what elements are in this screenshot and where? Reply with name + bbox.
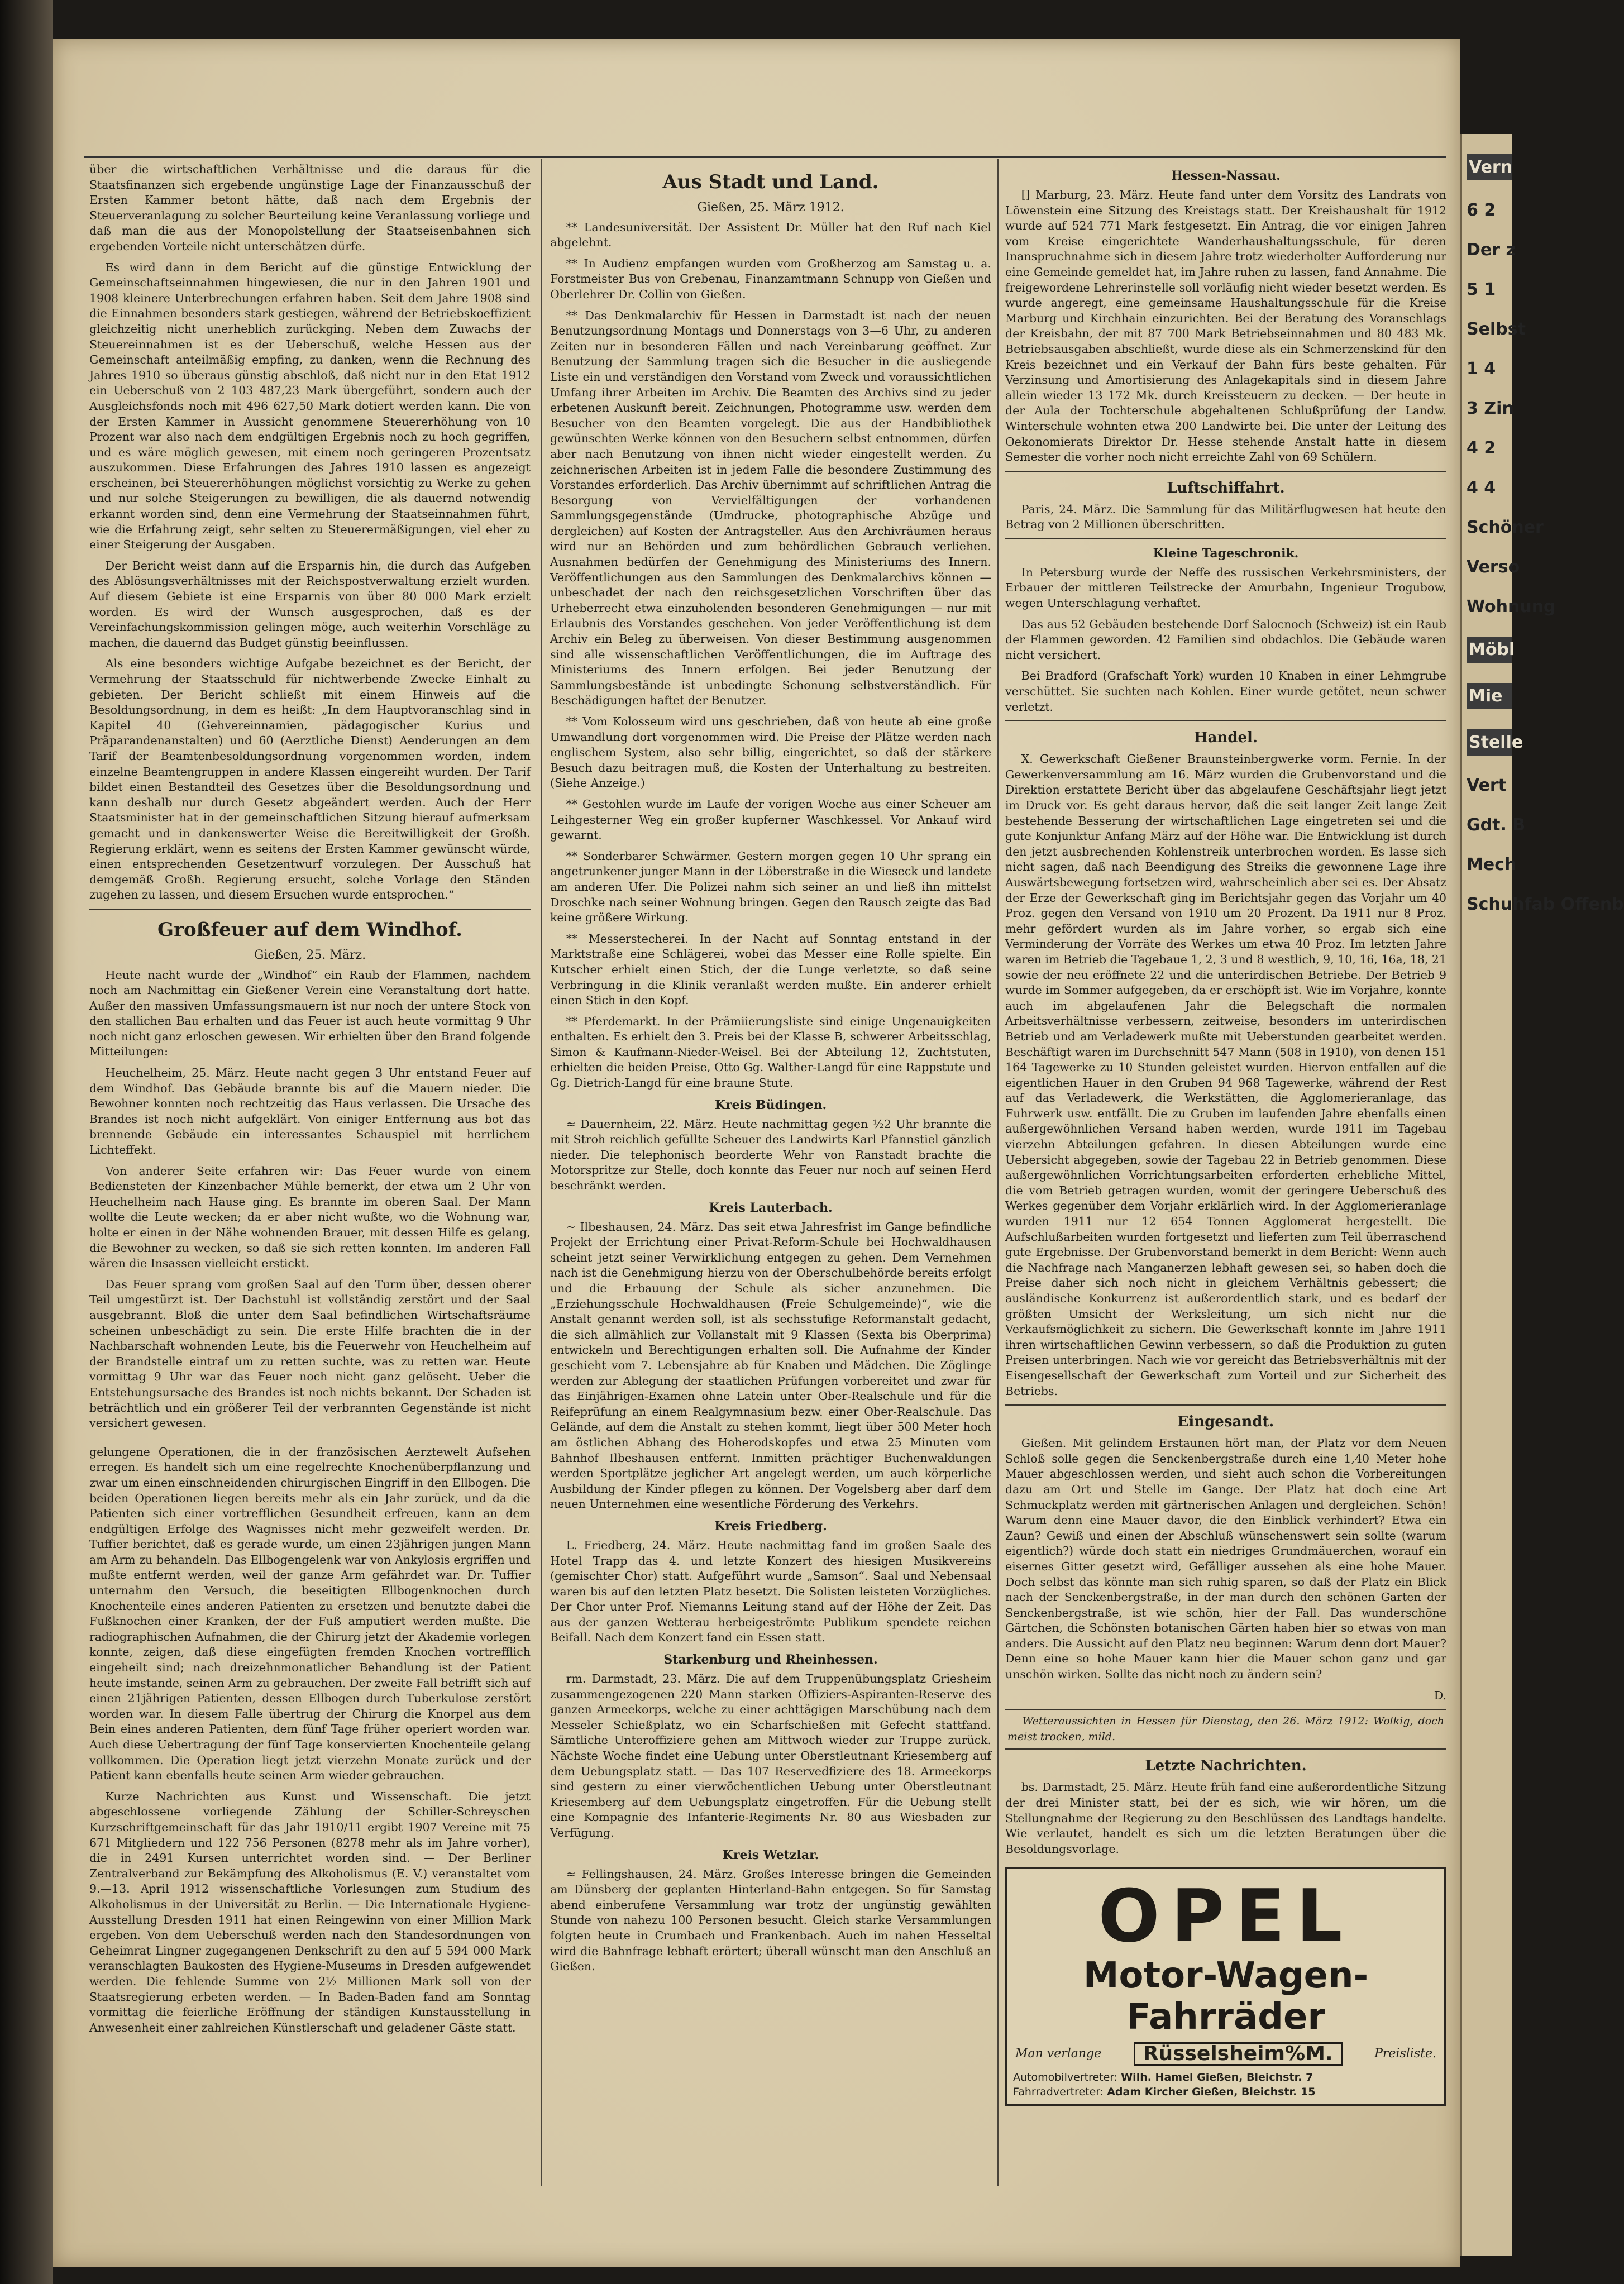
article-paragraph: Als eine besonders wichtige Aufgabe bezeichnet es der Bericht, der Vermehrung der Staatsschuld für nichtwerbende Zwecke Einhalt zu gebieten. Der Bericht schließt mit einem Hinweis auf die Besoldungsordnung, in dem es heißt: „In dem Hauptvoranschlag sind in Kapitel 40 (Gehvereinnamien, pädagogischer Kurius und Präparandenanstalten) und 60 (Aerztliche Dienst) Aenderungen an dem Tarif der Beamtenbesoldungsordnung vorgenommen worden, indem einzelne Beamtengruppen in andere Klassen eingereiht wurden. Der Tarif bildet einen Bestandteil des Gesetzes über die Besoldungsordnung und kann deshalb nur durch Gesetz abgeändert werden. Auch der Herr Staatsminister hat in der gemeinschaftlichen Sitzung hierauf aufmerksam gemacht und in dankenswerter Weise die Bereitwilligkeit der Großh. Regierung erklärt, wenn es seitens der Ersten Kammer gewünscht würde, einen entsprechenden Gesetzentwurf vorzulegen. Der Ausschuß hat demgemäß Großh. Regierung ersucht, solche Vorlage den Ständen zugehen zu lassen, und diesem Ersuchen wurde entsprochen.“ [89,657,531,902]
agent-name: Wilh. Hamel Gießen, Bleichstr. 7 [1121,2071,1313,2084]
opel-subtitle: Motor-Wagen-Fahrräder [1083,1955,1369,2038]
section-divider [1005,1404,1446,1406]
section-divider [1005,471,1446,472]
top-rule [84,156,1446,158]
fragment: Selbst [1467,319,1526,339]
fragment: 4 4 [1467,478,1496,498]
section-heading: Kreis Friedberg. [714,1518,827,1533]
article-paragraph: Der Bericht weist dann auf die Ersparnis hin, die durch das Aufgeben des Ablösungsverhältnisses mit der Reichspostverwaltung erzielt wurden. Auf diesem Gebiete ist eine Ersparnis von über 80 000 Mark erzielt worden. Es wird der Wunsch ausgesprochen, daß es der Vereinfachungskommission gelingen möge, auch weiterhin Vorschläge zu machen, die dauernd das Budget günstig beeinflussen. [89,558,531,649]
opel-location-box: Rüsselsheim%M. [1134,2042,1343,2066]
fragment: Vert [1467,776,1507,795]
section-heading: Kreis Lauterbach. [709,1200,833,1215]
headline-windhof: Großfeuer auf dem Windhof. [157,918,462,941]
article-paragraph: Das Feuer sprang vom großen Saal auf den Turm über, dessen oberer Teil umgestürzt ist. Der Dachstuhl ist vollständig zerstört und der Saal ausgebrannt. Bloß die unter dem Saal befindlichen Wirtschaftsräume scheinen unbeschädigt zu sein. Die erste Hilfe brachten die in der Nachbarschaft wohnenden Leute, bis die Feuerwehr von Heuchelheim auf der Brandstelle eintraf um zu retten suchte, was zu retten war. Heute vormittag 9 Uhr war das Feuer noch nicht ganz gelöscht. Ueber die Entstehungsursache des Brandes ist noch nichts bekannt. Der Schaden ist beträchtlich und ein größerer Teil der verbrannten Gegenstände ist nicht versichert gewesen. [89,1277,531,1430]
feuilleton-divider [89,1437,531,1439]
column-right [1005,162,1446,2183]
agent-label: Fahrradvertreter: [1013,2086,1104,2098]
book-binding-edge [0,0,53,2284]
fragment: 3 Zin [1467,399,1514,418]
news-item: ** Landesuniversität. Der Assistent Dr. Müller hat den Ruf nach Kiel abgelehnt. [550,220,991,250]
news-item: Bei Bradford (Grafschaft York) wurden 10 Knaben in einer Lehmgrube verschüttet. Sie suchten nach Kohlen. Einer wurde getötet, neun schwer verletzt. [1005,669,1446,714]
news-item: ** In Audienz empfangen wurden vom Großherzog am Samstag u. a. Forstmeister Bus von Grebenau, Finanzamtmann Schnupp von Gießen und Oberlehrer Dr. Collin von Gießen. [550,256,991,301]
news-item: [] Marburg, 23. März. Heute fand unter dem Vorsitz des Landrats von Löwenstein eine Sitzung des Kreistags statt. Der Kreishaushalt für 1912 wurde auf 524 771 Mark festgesetzt. Ein Antrag, die vor einigen Jahren vom Kreise eingerichtete Wanderhaushaltungsschule, für deren Inanspruchnahme sich in diesem Jahre trotz wiederholter Aufforderung nur eine Gemeinde gemeldet hat, im Jahre ruhen zu lassen, fand Annahme. Die freigewordene Lehrerinstelle soll vorläufig nicht wieder besetzt werden. Es wurde angeregt, eine gemeinsame Haushaltungsschule für die Kreise Marburg und Kirchhain einzurichten. Bei der Beratung des Voranschlags der Kreisbahn, der mit 87 700 Mark Betriebseinnahmen und 80 483 Mk. Betriebsausgaben abschließt, wurde diese als ein Schmerzenskind für den Kreis bezeichnet und ein Verkauf der Bahn fürs beste gehalten. Für Verzinsung und Amortisierung des Anlagekapitals sind in diesem Jahre allein wieder 13 172 Mk. durch Kreissteuern zu decken. — Der heute in der Aula der Tochterschule abgehaltenen Schlußprüfung der Landw. Winterschule wohnten etwa 200 Landwirte bei. Die unter der Leitung des Oekonomierats Direktor Dr. Hesse stehende Anstalt hatte in diesem Semester die vorher noch nicht erreichte Zahl von 69 Schülern. [1005,188,1446,464]
dateline: Gießen, 25. März 1912. [697,200,844,214]
dateline: Gießen, 25. März. [254,948,366,962]
news-item: Das aus 52 Gebäuden bestehende Dorf Salocnoch (Schweiz) ist ein Raub der Flammen geworden. 42 Familien sind obdachlos. Die Gebäude waren nicht versichert. [1005,617,1446,662]
section-divider [1005,720,1446,721]
column-rule [997,159,999,2186]
section-heading: Handel. [1194,729,1258,747]
news-item: X. Gewerkschaft Gießener Braunsteinbergwerke vorm. Fernie. In der Gewerkenversammlung am 16. März wurden die Grubenvorstand und die Direktion erstattete Bericht über das abgelaufene Geschäftsjahr liegt jetzt im Druck vor. Es geht daraus hervor, daß die seit langer Zeit lange Zeit bestehende Besserung der wirtschaftlichen Lage eingetreten sei und die gute Konjunktur Anfang März auf der Höhe war. Die Entwicklung ist durch den jetzt ausbrechenden Kohlenstreik unterbrochen worden. Es lasse sich nicht sagen, daß nach Beendigung des Streiks die gewonnene Lage ihre Auswärtsbewegung fortsetzen wird, wahrscheinlich aber sei es. Der Absatz der Erze der Gewerkschaft ging im Berichtsjahr gegen das Vorjahr um 40 Proz. gegen den Versand von 1910 um 20 Prozent. Da 1911 nur 8 Proz. mehr gefördert wurden als im Jahre vorher, so ergab sich eine Verminderung der Vorräte des Werkes um etwa 40 Proz. Im letzten Jahre waren im Betrieb die Tagebaue 1, 2, 3 und 8 westlich, 9, 10, 16, 16a, 18, 21 sowie der neu eröffnete 22 und die unterirdischen Betriebe. Der Betrieb 9 wurde im Sommer aufgegeben, da er erschöpft ist. Wie im Vorjahre, konnte auch im abgelaufenen Jahr die Belegschaft die normalen Arbeitsverhältnisse verbessern, zeitweise, besonders im unterirdischen Betrieb und am Verladewerk mußte mit Ueberstunden gearbeitet werden. Beschäftigt waren im Durchschnitt 547 Mann (508 in 1910), von denen 151 164 Tagewerke zu 10 Stunden geleistet wurden. Hiervon entfallen auf die eigentlichen Hauer in den Gruben 94 968 Tagewerke, während der Rest auf das Verladewerk, die Werkstätten, die Agglomerieranlage, das Fuhrwerk usw. entfällt. Die zu Gruben im laufenden Jahre ebenfalls einen außergewöhnlichen Versand haben werden, wurde 1911 im Tagebau vierzehn Abteilungen gefahren. In diesen Abteilungen wurde eine Uebersicht abgegeben, sowie der Tagebau 22 in Betrieb genommen. Diese außergewöhnlichen Vorrichtungsarbeiten erforderten erhebliche Mittel, die vom Betrieb getragen wurden, womit der geringere Ueberschuß des Werkes gegenüber dem Vorjahr erklärlich wird. In der Agglomerieranlage wurden 1911 nur 12 654 Tonnen Agglomerat hergestellt. Die Aufschlußarbeiten wurden fortgesetzt und lieferten zum Teil überraschend gute Ergebnisse. Der Grubenvorstand bemerkt in dem Bericht: Wenn auch die Nachfrage nach Manganerzen lebhaft gewesen sei, so haben doch die Preise daher sich noch nicht in gleichem Verhältnis gebessert; die ausländische Konkurrenz ist außerordentlich stark, und es bedarf der größten Umsicht der Werksleitung, um sich nicht nur die Verkaufsmöglichkeit zu sichern. Die Gewerkschaft konnte im Jahre 1911 ihren wirtschaftlichen Gewinn verbessern, so daß die Produktion zu guten Preisen unterbringen. Nach wie vor gereicht das Betriebsverhältnis mit der Eisengesellschaft der Gewerkschaft zum Vorteil und zur Sicherheit des Betriebs. [1005,752,1447,1398]
column-rule [541,159,542,2186]
opel-line [1015,2042,1436,2066]
agent-name: Adam Kircher Gießen, Bleichstr. 15 [1107,2086,1316,2098]
opel-agents [1013,2070,1439,2099]
news-item: L. Friedberg, 24. März. Heute nachmittag fand im großen Saale des Hotel Trapp das 4. und letzte Konzert des hiesigen Musikvereins (gemischter Chor) statt. Aufgeführt wurde „Samson“. Saal und Nebensaal waren bis auf den letzten Platz besetzt. Die Solisten leisteten Vorzügliches. Der Chor unter Prof. Niemanns Leitung stand auf der Höhe der Zeit. Das aus der ganzen Wetterau herbeigeströmte Publikum spendete reichen Beifall. Nach dem Konzert fand ein Essen statt. [550,1538,991,1645]
column-middle [550,162,991,2183]
news-item: ** Messerstecherei. In der Nacht auf Sonntag entstand in der Marktstraße eine Schlägerei, wobei das Messer eine Rolle spielte. Ein Kutscher erhielt einen Stich, der die Lunge verletzte, so daß seine Verbringung in die Klinik veranlaßt werden mußte. Ein anderer erhielt einen Stich in den Kopf. [550,931,991,1007]
section-heading: Kleine Tageschronik. [1153,546,1299,561]
weather-forecast: Wetteraussichten in Hessen für Dienstag, den 26. März 1912: Wolkig, doch meist trocken, mild. [1005,1709,1446,1750]
agent-label: Automobilvertreter: [1013,2071,1118,2084]
news-item: ** Sonderbarer Schwärmer. Gestern morgen gegen 10 Uhr sprang ein angetrunkener junger Mann in der Löberstraße in die Wieseck und landete am anderen Ufer. Die Polizei nahm sich seiner an und ließ ihn mittelst Droschke nach seiner Wohnung bringen. Gegen den Rausch zeigte das Bad keine größere Wirkung. [550,849,991,925]
article-paragraph: Von anderer Seite erfahren wir: Das Feuer wurde von einem Bediensteten der Kinzenbacher Mühle bemerkt, der etwa um 2 Uhr von Heuchelheim nach Hause ging. Es brannte im oberen Saal. Der Mann wollte die Leute wecken; da er aber nicht wußte, wo die Wohnung war, holte er einen in der Nähe wohnenden Brauer, mit dessen Hilfe es gelang, die Bewohner zu wecken, so daß sie sich retten konnten. Im anderen Fall wären die Insassen vielleicht erstickt. [89,1164,531,1270]
fragment: Möbl [1467,637,1512,663]
section-heading: Eingesandt. [1177,1413,1274,1431]
section-heading: Hessen-Nassau. [1171,169,1281,183]
article-paragraph: gelungene Operationen, die in der französischen Aerztewelt Aufsehen erregen. Es handelt sich um eine regelrechte Knochenüberpflanzung und zwar um einen einschneidenden chirurgischen Eingriff in den Ellbogen. Die beiden Operationen liegen bereits mehr als ein Jahr zurück, und da die Patienten sich einer vortrefflichen Gesundheit erfreuen, kann an dem endgültigen Erfolge des Wagnisses nicht mehr gezweifelt werden. Dr. Tuffier berichtet, daß es gerade wurde, um einen 23jährigen jungen Mann am Arm zu behandeln. Das Ellbogengelenk war von Ankylosis ergriffen und mußte entfernt werden, weil der ganze Arm gefährdet war. Dr. Tuffier unternahm den Versuch, die beseitigten Ellbogenknochen durch Knochenteile eines anderen Patienten zu ersetzen und benutzte dabei die Fußknochen einer Kranken, der der Fuß amputiert werden mußte. Die radiographischen Aufnahmen, die der Chirurg jetzt der Akademie vorlegen konnte, zeigen, daß diese eingefügten fremden Knochen vortrefflich eingeheilt sind; nach dreizehnmonatlicher Behandlung ist der Patient heute imstande, seinen Arm zu gebrauchen. Der zweite Fall betrifft sich auf einen 21jährigen Patienten, dessen Ellbogen durch Tuberkulose zerstört worden war. In diesem Falle übertrug der Chirurg die Knorpel aus dem Bein eines anderen Patienten, dem fünf Tage früher operiert worden war. Auch diese Uebertragung der fünf Tage konservierten Knochenteile gelang vollkommen. Die Operation liegt jetzt vierzehn Monate zurück und der Patient kann ebenfalls heute seinen Arm wieder gebrauchen. [89,1445,531,1783]
article-paragraph: Heute nacht wurde der „Windhof“ ein Raub der Flammen, nachdem noch am Nachmittag ein Gießener Verein eine Veranstaltung dort hatte. Außer den massiven Umfassungsmauern ist nur noch der untere Stock von den stallichen Bau erhalten und das Feuer ist auch heute vormittag 9 Uhr noch nicht ganz erloschen gewesen. Wir erhielten über den Brand folgende Mitteilungen: [89,968,531,1059]
news-item: ≈ Dauernheim, 22. März. Heute nachmittag gegen ½2 Uhr brannte die mit Stroh reichlich gefüllte Scheuer des Landwirts Karl Pfannstiel gänzlich nieder. Die telephonisch beorderte Wehr von Ranstadt brachte die Motorspritze zur Stelle, doch konnte das Feuer nur noch auf seinen Herd beschränkt werden. [550,1117,991,1193]
fragment: Der z [1467,240,1516,260]
fragment: 6 2 [1467,200,1496,220]
signature: D. [1434,1688,1446,1702]
fragment: Stelle [1467,729,1512,756]
article-paragraph: Es wird dann in dem Bericht auf die günstige Entwicklung der Gemeinschaftseinnahmen hingewiesen, die nur in den Jahren 1901 und 1908 kleinere Unterbrechungen erfahren haben. Seit dem Jahre 1908 sind die Einnahmen besonders stark gestiegen, während der Betriebskoeffizient gleichzeitig nicht unerheblich zurückging. Neben dem Zuwachs der Steuereinnahmen ist es der Ueberschuß, welche Hessen aus der Gemeinschaft anteilmäßig empfing, zu danken, wenn die Rechnung des Jahres 1910 so überaus günstig abschloß, daß nicht nur in den Etat 1912 ein Ueberschuß von 2 103 487,23 Mark übergeführt, sondern auch der Ausgleichsfonds noch mit 496 627,50 Mark dotiert werden kann. Die von der Ersten Kammer in Aussicht genommene Steuererhöhung von 10 Prozent war also nach dem endgültigen Ergebnis noch zu hoch gegriffen, und es wäre möglich gewesen, mit einem noch geringeren Prozentsatz auszukommen. Diese Erfahrungen des Jahres 1910 lassen es angezeigt erscheinen, bei Steuererhöhungen möglichst vorsichtig zu Werke zu gehen und nur solche Steigerungen zu bewilligen, die als dauernd notwendig erkannt worden sind, denn eine Vermehrung der Staatseinnahmen führt, wie die Erfahrung zeigt, sehr selten zu Steuerermäßigungen, viel eher zu einer Steigerung der Ausgaben. [89,260,531,552]
news-item: ** Das Denkmalarchiv für Hessen in Darmstadt ist nach der neuen Benutzungsordnung Montags und Donnerstags von 3—6 Uhr, zu anderen Zeiten nur in besonderen Fällen und nach Vereinbarung geöffnet. Zur Benutzung der Sammlung tragen sich die Besucher in die ausliegende Liste ein und verständigen den Vorstand vom Zweck und voraussichtlichen Umfang ihrer Arbeiten im Archiv. Die Beamten des Archivs sind zu jeder erbetenen Auskunft bereit. Zeichnungen, Photogramme usw. werden dem Besucher von den Beamten vorgelegt. Die aus der Handbibliothek gewünschten Werke können von den Besuchern selbst entnommen, dürfen aber nach Benutzung von ihnen nicht wieder eingestellt werden. Zu zeichnerischen Arbeiten ist in jedem Falle die besondere Zustimmung des Vorstandes erforderlich. Das Archiv übernimmt auf schriftlichen Antrag die Besorgung von Vervielfältigungen der vorhandenen Sammlungsgegenstände (Umdrucke, photographische Abzüge und dergleichen) auf Kosten der Antragsteller. Aus den Archivräumen heraus wird nur an Behörden und zum behördlichen Gebrauch verliehen. Ausnahmen bedürfen der Genehmigung des Ministeriums des Innern. Veröffentlichungen aus den Sammlungen des Denkmalarchivs können — unbeschadet der nach den reichsgesetzlichen Vorschriften über das Urheberrecht etwa einzuholenden besonderen Genehmigungen — nur mit Erlaubnis des Vorstandes geschehen. Von jeder Veröffentlichung ist dem Archiv ein Beleg zu überweisen. Von dieser Bestimmung ausgenommen sind alle wissenschaftlichen Veröffentlichungen, die im Auftrage des Ministeriums des Innern erfolgen. Bei jeder Benutzung der Sammlungsbestände ist unbedingte Schonung selbstverständlich. Für Beschädigungen haftet der Benutzer. [550,308,991,708]
fragment: Vern [1467,154,1512,180]
opel-left-text: Man verlange [1015,2047,1102,2061]
news-item: ** Vom Kolosseum wird uns geschrieben, daß von heute ab eine große Umwandlung dort vorgenommen wird. Die Preise der Plätze werden nach englischem System, also sehr billig, eingerichtet, so daß der stärkere Besuch dazu beitragen muß, die Kosten der Unterhaltung zu bestreiten. (Siehe Anzeige.) [550,715,991,790]
opel-logo: OPEL [1098,1874,1354,1959]
news-item: In Petersburg wurde der Neffe des russischen Verkehrsministers, der Erbauer der mittleren Teilstrecke der Amurbahn, Ingenieur Trogubow, wegen Unterschlagung verhaftet. [1005,565,1446,610]
opel-right-text: Preisliste. [1374,2047,1436,2061]
section-heading: Kreis Büdingen. [714,1097,827,1112]
news-item: bs. Darmstadt, 25. März. Heute früh fand eine außerordentliche Sitzung der drei Minister statt, bei der es sich, wie wir hören, um die Stellungnahme der Regierung zu den Beschlüssen des Landtags handelte. Wie verlautet, handelt es sich um die letzten Beratungen über die Besoldungsvorlage. [1005,1780,1446,1856]
section-heading: Luftschiffahrt. [1167,479,1285,496]
article-paragraph: Heuchelheim, 25. März. Heute nacht gegen 3 Uhr entstand Feuer auf dem Windhof. Das Gebäude brannte bis auf die Mauern nieder. Die Bewohner konnten noch rechtzeitig das Haus verlassen. Die Ursache des Brandes ist noch nicht aufgeklärt. Von einiger Entfernung aus bot das brennende Gebäude ein interessantes Schauspiel mit herrlichem Lichteffekt. [89,1066,531,1157]
section-divider [1005,538,1446,539]
fragment: Mie [1467,683,1512,709]
news-item: ** Pferdemarkt. In der Prämiierungsliste sind einige Ungenauigkeiten enthalten. Es erhielt den 3. Preis bei der Klasse B, schwerer Arbeitsschlag, Simon & Kaufmann-Nieder-Weisel. Bei der Abteilung 12, Zuchtstuten, erhielten die beiden Preise, Otto Gg. Walther-Langd für eine Rappstute und Gg. Dietrich-Langd für eine braune Stute. [550,1014,991,1090]
article-paragraph: Kurze Nachrichten aus Kunst und Wissenschaft. Die jetzt abgeschlossene vorliegende Zählung der Schiller-Schreyschen Kurzschriftgemeinschaft für das Jahr 1910/11 ergibt 1907 Vereine mit 75 671 Mitgliedern und 122 756 Personen (8278 mehr als im Jahre vorher), die in 2491 Kursen unterrichtet worden sind. — Der Berliner Zentralverband zur Bekämpfung des Alkoholismus (E. V.) veranstaltet vom 9.—13. April 1912 wissenschaftliche Vorlesungen zum Studium des Alkoholismus in der Universität zu Berlin. — Die Internationale Hygiene-Ausstellung Dresden 1911 hat einen Reingewinn von einer Million Mark ergeben. Von dem Ueberschuß werden nach den Standesordnungen von Geheimrat Lingner zugegangenen Denkschrift zu den auf 5 594 000 Mark veranschlagten Baukosten des Hygiene-Museums in Dresden aufgewendet werden. Die fehlende Summe von 2½ Millionen Mark soll von der Staatsregierung erbeten werden. — In Baden-Baden fand am Sonntag vormittag die feierliche Eröffnung der ständigen Kunstausstellung in Anwesenheit einer zahlreichen Künstlerschaft und geladener Gäste statt. [89,1789,531,2034]
news-item: ** Gestohlen wurde im Laufe der vorigen Woche aus einer Scheuer am Leihgesterner Weg ein großer kupferner Waschkessel. Vor Ankauf wird gewarnt. [550,797,991,842]
section-heading: Kreis Wetzlar. [722,1847,819,1862]
fragment: Verso [1467,557,1520,577]
column-left [89,162,531,2183]
section-heading: Letzte Nachrichten. [1145,1757,1307,1775]
fragment: 4 2 [1467,438,1496,458]
news-item: ≈ Fellingshausen, 24. März. Großes Interesse bringen die Gemeinden am Dünsberg der geplanten Hinterland-Bahn entgegen. So für Samstag abend einberufene Versammlung war trotz der ungünstig gewählten Stunde von nahezu 100 Personen besucht. Gleich starke Versammlungen folgten heute in Crumbach und Frankenbach. Auch im nahen Hesseltal wird die Bahnfrage lebhaft erörtert; überall wünscht man den Anschluß an Gießen. [550,1867,991,1974]
news-item: Paris, 24. März. Die Sammlung für das Militärflugwesen hat heute den Betrag von 2 Millionen überschritten. [1005,502,1446,532]
fragment: Mech [1467,855,1517,875]
fragment: 1 4 [1467,359,1496,379]
news-item: Gießen. Mit gelindem Erstaunen hört man, der Platz vor dem Neuen Schloß solle gegen die Senckenbergstraße durch eine 1,40 Meter hohe Mauer abgeschlossen werden, und sieht auch schon die Vorbereitungen dazu am Ort und Stelle im Gange. Der Platz hat doch eine Art Schmuckplatz werden mit gärtnerischen Anlagen und dergleichen. Schön! Warum denn eine Mauer davor, die den Einblick verhindert? Etwa ein Zaun? Gewiß und einen der Abschluß wünschenswert sein sollte (warum eigentlich?) würde doch statt ein niedriges Grundmäuerchen, worauf ein eisernes Gitter gesetzt wird, Gefälliger aussehen als eine hohe Mauer. Doch selbst das könnte man sich ruhig sparen, so daß der Platz ein Blick nach der Senckenbergstraße, in der man durch den schönen Garten der Senckenbergstraße, ist wie schön, hier der Fall. Das wunderschöne Gärtchen, die Schönsten botanischen Gärten haben hier so etwas von man anders. Die Aussicht auf den Platz neu beginnen: Warum denn dort Mauer? Denn eine so hohe Mauer kann hier die Mauer schon ganz und gar unschön wirken. Sollte das nicht noch zu ändern sein? [1005,1436,1446,1681]
article-paragraph: über die wirtschaftlichen Verhältnisse und die daraus für die Staatsfinanzen sich ergebende ungünstige Lage der Finanzausschuß der Ersten Kammer betont hätte, daß nach dem Ergebnis der Steuerveranlagung zu solcher Beurteilung keine Veranlassung vorliege und daß man die aus der Monopolstellung der Staatseisenbahnen sich ergebenden Vorteile nicht unterschätzen dürfe. [89,163,531,253]
section-divider [89,909,531,910]
headline-stadt-und-land: Aus Stadt und Land. [662,171,879,193]
news-item: rm. Darmstadt, 23. März. Die auf dem Truppenübungsplatz Griesheim zusammengezogenen 220 Mann starken Offiziers-Aspiranten-Reserve des ganzen Armeekorps, welche zu einer achttägigen Marschübung nach dem Messeler Schießplatz, wo ein Scharfschießen mit Gefecht stattfand. Sämtliche Unteroffiziere gehen am Mittwoch wieder zur Truppe zurück. Nächste Woche findet eine Uebung unter Oberstleutnant Kriesemberg auf dem Uebungsplatz statt. — Das 107 Reservedfiziere des 18. Armeekorps sind gestern zu einer vierwöchentlichen Uebung unter Oberstleutnant Kriesemberg auf dem Uebungsplatz eingetroffen. Für die Uebung stellt eine Kompagnie des Infanterie-Regiments Nr. 80 aus Wiesbaden zur Verfügung. [550,1672,991,1839]
section-heading: Starkenburg und Rheinhessen. [663,1652,878,1667]
fragment: Schöner [1467,518,1544,537]
fragment: Wohnung [1467,597,1556,617]
fragment: 5 1 [1467,280,1496,299]
opel-advertisement [1005,1867,1446,2106]
fragment: Gdt. B [1467,815,1526,835]
fragment: Schuhfab Offenb [1467,895,1624,914]
adjacent-page-fragment [1460,134,1624,2256]
news-item: ~ Ilbeshausen, 24. März. Das seit etwa Jahresfrist im Gange befindliche Projekt der Errichtung einer Privat-Reform-Schule bei Hochwaldhausen scheint jetzt seiner Verwirklichung entgegen zu gehen. Dem Vernehmen nach ist die Genehmigung hierzu von der Oberschulbehörde bereits erfolgt und die Erbauung der Schule als sicher anzunehmen. Die „Erziehungsschule Hochwaldhausen (Freie Schulgemeinde)“, wie die Anstalt genannt werden soll, ist als sechsstufige Reformanstalt gedacht, die sich allmählich zur Vollanstalt mit 9 Klassen (Sexta bis Oberprima) entwickeln und Berechtigungen erhalten soll. Die Aufnahme der Kinder geschieht vom 7. Lebensjahre ab für Knaben und Mädchen. Die Zöglinge werden zur Ablegung der staatlichen Prüfungen vorbereitet und zwar für das Einjährigen-Examen ohne Latein unter Ober-Realschule und für die Reifeprüfung an einem Realgymnasium bezw. einer Ober-Realschule. Das Gelände, auf dem die Anstalt zu stehen kommt, liegt über 500 Meter hoch am östlichen Abhang des Hoherodskopfes und etwa 25 Minuten vom Bahnhof Ilbeshausen entfernt. Inmitten prächtiger Buchenwaldungen werden Sportplätze jeglicher Art angelegt werden, um auch körperliche Ausbildung der Kinder pflegen zu können. Der Vogelsberg aber darf dem neuen Unternehmen eine wesentliche Förderung des Verkehrs. [550,1220,991,1511]
